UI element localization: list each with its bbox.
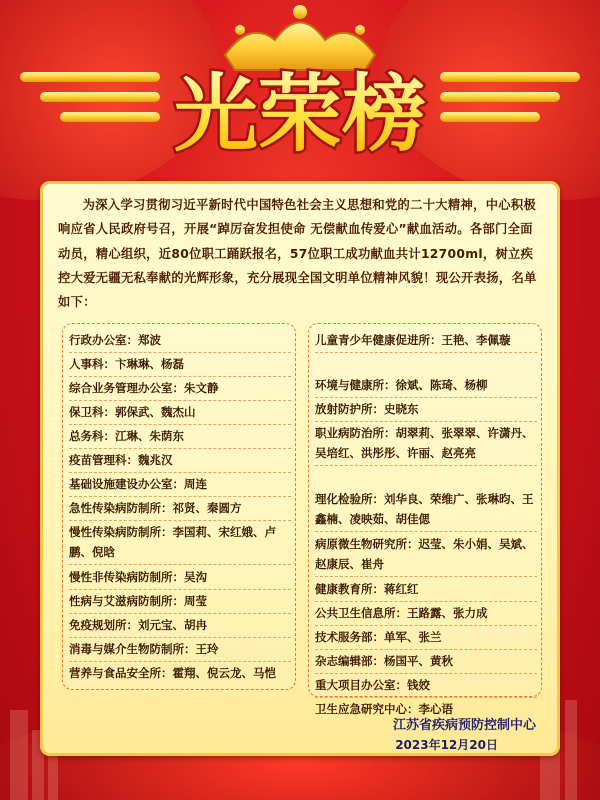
honor-row-text: 病原微生物研究所：迟莹、朱小娟、吴斌、赵康辰、崔舟 bbox=[315, 537, 534, 571]
row-divider bbox=[315, 465, 537, 466]
honor-row-text: 总务科：江琳、朱荫东 bbox=[69, 429, 184, 443]
honor-row bbox=[315, 603, 537, 623]
signature-date: 2023年12月20日 bbox=[395, 738, 498, 752]
row-divider bbox=[315, 421, 537, 422]
row-divider bbox=[69, 448, 291, 449]
honor-row bbox=[69, 639, 291, 659]
honor-row bbox=[69, 354, 291, 374]
row-divider bbox=[69, 472, 291, 473]
row-divider bbox=[69, 613, 291, 614]
row-divider bbox=[69, 424, 291, 425]
honor-row-text: 基础设施建设办公室：周连 bbox=[69, 477, 207, 491]
honor-row bbox=[315, 423, 537, 463]
honor-row-text: 卫生应急研究中心：李心语 bbox=[315, 702, 453, 716]
row-divider bbox=[315, 649, 537, 650]
row-divider bbox=[69, 564, 291, 565]
row-divider bbox=[315, 397, 537, 398]
honor-row-text: 慢性传染病防制所：李国莉、宋红娥、卢鹏、倪晗 bbox=[69, 525, 276, 559]
honor-row-text: 营养与食品安全所：霍翔、倪云龙、马恺 bbox=[69, 666, 276, 680]
page-title: 光荣榜 bbox=[173, 65, 427, 163]
honor-row bbox=[69, 498, 291, 518]
row-divider bbox=[69, 520, 291, 521]
honor-row-text: 职业病防治所：胡翠莉、张翠翠、许潇丹、吴培红、洪彤彤、许丽、赵亮亮 bbox=[315, 426, 534, 460]
row-divider bbox=[315, 697, 537, 698]
honor-row bbox=[69, 402, 291, 422]
honor-row bbox=[69, 615, 291, 635]
honor-row bbox=[69, 450, 291, 470]
row-divider bbox=[315, 673, 537, 674]
honor-row bbox=[315, 651, 537, 671]
honor-row-text: 技术服务部：单军、张兰 bbox=[315, 630, 442, 644]
intro-paragraph: 为深入学习贯彻习近平新时代中国特色社会主义思想和党的二十大精神，中心积极响应省人民政府号召，开展“踔厉奋发担使命 无偿献血传爱心”献血活动。各部门全面动员，精心组织，近80位职工踊跃报名，57位职工成功献血共计12700ml，树立疾控大爱无疆无私奉献的光辉形象，充分展现全国文明单位精神风貌！现公开表扬，名单如下： bbox=[58, 198, 537, 310]
row-divider bbox=[69, 589, 291, 590]
honor-row-text: 公共卫生信息所：王路露、张力成 bbox=[315, 606, 488, 620]
title-glyphs bbox=[0, 58, 600, 168]
honor-row bbox=[315, 330, 537, 350]
honor-row-text: 理化检验所：刘华良、荣维广、张琳昀、王鑫楠、凌映茹、胡佳偲 bbox=[315, 492, 534, 526]
honor-row bbox=[315, 489, 537, 529]
honor-row-text: 健康教育所：蒋红红 bbox=[315, 582, 419, 596]
honor-row-text: 杂志编辑部：杨国平、黄秋 bbox=[315, 654, 453, 668]
title-area bbox=[0, 58, 600, 168]
row-divider bbox=[315, 531, 537, 532]
honor-row bbox=[69, 567, 291, 587]
honor-row bbox=[69, 330, 291, 350]
honor-row bbox=[69, 663, 291, 683]
honor-list-right bbox=[308, 323, 542, 716]
honor-row bbox=[315, 579, 537, 599]
honor-row-text: 疫苗管理科：魏兆汉 bbox=[69, 453, 173, 467]
honor-row-text: 儿童青少年健康促进所：王艳、李佩璇 bbox=[315, 333, 511, 347]
honor-list-left bbox=[62, 323, 296, 690]
honor-row-text: 消毒与媒介生物防制所：王玲 bbox=[69, 642, 219, 656]
row-divider bbox=[315, 601, 537, 602]
honor-row bbox=[69, 378, 291, 398]
honor-row-text: 环境与健康所：徐斌、陈琦、杨柳 bbox=[315, 378, 488, 392]
row-divider bbox=[69, 661, 291, 662]
honor-row-text: 放射防护所：史晓东 bbox=[315, 402, 419, 416]
honor-row bbox=[69, 591, 291, 611]
honor-row-text: 行政办公室：郑波 bbox=[69, 333, 161, 347]
honor-row bbox=[315, 399, 537, 419]
honor-row-text: 综合业务管理办公室：朱文静 bbox=[69, 381, 219, 395]
honor-row bbox=[69, 522, 291, 562]
signature-organization: 江苏省疾病预防控制中心 bbox=[392, 718, 536, 733]
row-divider bbox=[315, 352, 537, 353]
row-divider bbox=[69, 352, 291, 353]
row-divider bbox=[69, 376, 291, 377]
honor-row-text: 重大项目办公室：钱姣 bbox=[315, 678, 430, 692]
honor-row-text: 保卫科：郭保武、魏杰山 bbox=[69, 405, 196, 419]
honor-row bbox=[69, 426, 291, 446]
honor-row bbox=[69, 474, 291, 494]
honor-row-text: 性病与艾滋病防制所：周莹 bbox=[69, 594, 207, 608]
row-divider bbox=[315, 576, 537, 577]
honor-row bbox=[315, 675, 537, 695]
honor-row bbox=[315, 534, 537, 574]
row-divider bbox=[69, 496, 291, 497]
honor-row bbox=[315, 375, 537, 395]
row-divider bbox=[69, 637, 291, 638]
honor-row-text: 急性传染病防制所：祁贤、秦圆方 bbox=[69, 501, 242, 515]
honor-row-text: 人事科：卞琳琳、杨磊 bbox=[69, 357, 184, 371]
honor-row bbox=[315, 627, 537, 647]
honor-row-text: 慢性非传染病防制所：吴沟 bbox=[69, 570, 207, 584]
row-divider bbox=[315, 625, 537, 626]
honor-row-text: 免疫规划所：刘元宝、胡冉 bbox=[69, 618, 207, 632]
row-divider bbox=[69, 400, 291, 401]
